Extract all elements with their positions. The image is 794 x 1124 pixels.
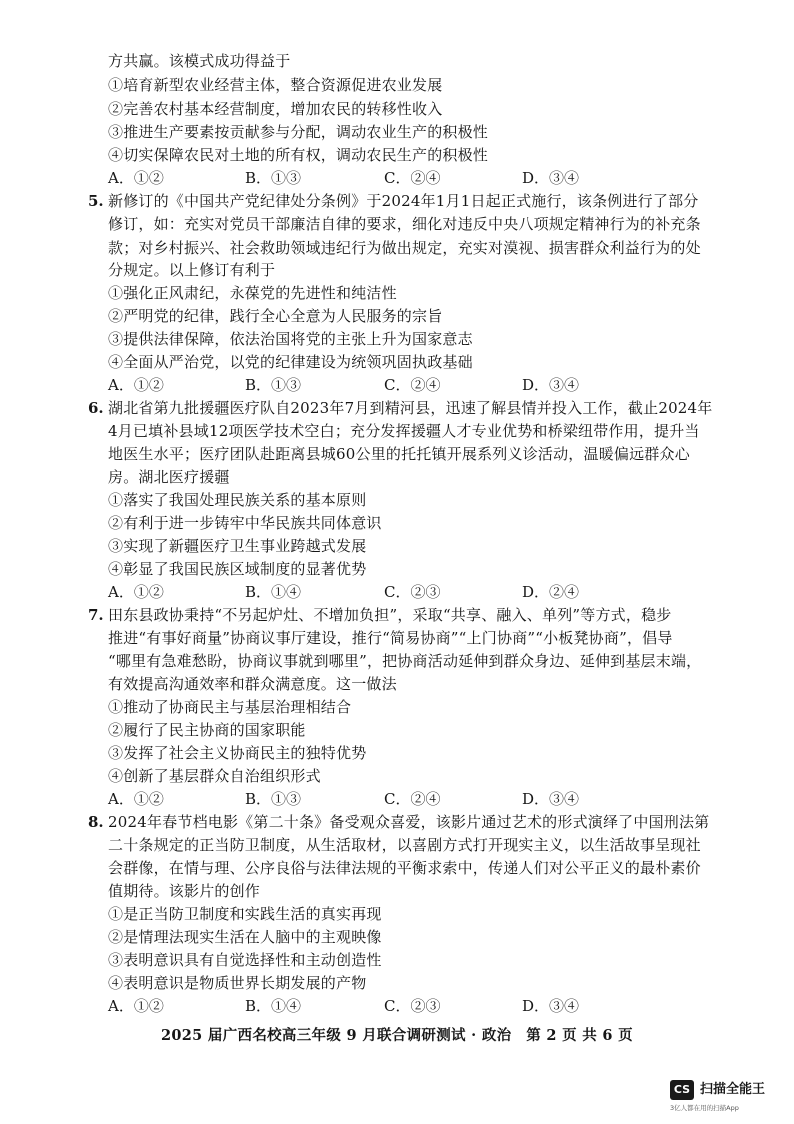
- q5-option-a: A．①②: [108, 376, 164, 394]
- q4-item-1: ①培育新型农业经营主体，整合资源促进农业发展: [108, 76, 443, 94]
- q6-option-d: D．②④: [522, 583, 580, 601]
- q5-stem-line: 修订，如：充实对党员干部廉洁自律的要求，细化对违反中央八项规定精神行为的补充条: [108, 215, 701, 233]
- q8-item-3: ③表明意识具有自觉选择性和主动创造性: [108, 951, 382, 969]
- q4-option-d: D．③④: [522, 169, 580, 187]
- q7-number: 7.: [88, 606, 104, 624]
- q5-option-d: D．③④: [522, 376, 580, 394]
- q6-stem-line: 4月已填补县域12项医学技术空白；充分发挥援疆人才专业优势和桥梁纽带作用，提升当: [108, 422, 700, 440]
- q8-option-a: A．①②: [108, 997, 164, 1015]
- brand-name: 扫描全能王: [700, 1082, 766, 1097]
- q5-number: 5.: [88, 192, 104, 210]
- q7-stem-line: “哪里有急难愁盼，协商议事就到哪里”，把协商活动延伸到群众身边、延伸到基层末端，: [108, 652, 702, 670]
- q5-stem-line: 新修订的《中国共产党纪律处分条例》于2024年1月1日起正式施行，该条例进行了部分: [108, 192, 699, 210]
- q7-item-2: ②履行了民主协商的国家职能: [108, 721, 306, 739]
- q5-item-4: ④全面从严治党，以党的纪律建设为统领巩固执政基础: [108, 353, 473, 371]
- q6-item-3: ③实现了新疆医疗卫生事业跨越式发展: [108, 537, 367, 555]
- q6-option-a: A．①②: [108, 583, 164, 601]
- q5-stem-line: 款；对乡村振兴、社会救助领域违纪行为做出规定，充实对漠视、损害群众利益行为的处: [108, 239, 701, 257]
- q4-option-c: C．②④: [384, 169, 441, 187]
- q5-option-b: B．①③: [245, 376, 302, 394]
- q5-option-c: C．②④: [384, 376, 441, 394]
- q5-item-1: ①强化正风肃纪，永葆党的先进性和纯洁性: [108, 284, 397, 302]
- q8-stem-line: 2024年春节档电影《第二十条》备受观众喜爱，该影片通过艺术的形式演绎了中国刑法第: [108, 813, 710, 831]
- q7-item-3: ③发挥了社会主义协商民主的独特优势: [108, 744, 367, 762]
- q7-stem-line: 田东县政协秉持“不另起炉灶、不增加负担”，采取“共享、融入、单列”等方式，稳步: [108, 606, 672, 624]
- q6-item-2: ②有利于进一步铸牢中华民族共同体意识: [108, 514, 382, 532]
- q7-stem-line: 有效提高沟通效率和群众满意度。这一做法: [108, 675, 397, 693]
- q7-item-4: ④创新了基层群众自治组织形式: [108, 767, 321, 785]
- q6-item-4: ④彰显了我国民族区域制度的显著优势: [108, 560, 367, 578]
- q6-stem-line: 地医生水平；医疗团队赴距离县城60公里的托托镇开展系列义诊活动，温暖偏远群众心: [108, 445, 690, 463]
- q7-option-b: B．①③: [245, 790, 302, 808]
- cs-logo-icon: CS: [670, 1080, 694, 1100]
- q8-stem-line: 会群像，在情与理、公序良俗与法律法规的平衡求索中，传递人们对公平正义的最朴素价: [108, 859, 701, 877]
- q8-number: 8.: [88, 813, 104, 831]
- q8-item-4: ④表明意识是物质世界长期发展的产物: [108, 974, 367, 992]
- q6-stem-line: 湖北省第九批援疆医疗队自2023年7月到精河县，迅速了解县情并投入工作，截止2024年: [108, 399, 713, 417]
- q4-item-2: ②完善农村基本经营制度，增加农民的转移性收入: [108, 100, 443, 118]
- q4-option-a: A．①②: [108, 169, 164, 187]
- q5-item-3: ③提供法律保障，依法治国将党的主张上升为国家意志: [108, 330, 473, 348]
- q4-option-b: B．①③: [245, 169, 302, 187]
- q7-option-c: C．②④: [384, 790, 441, 808]
- q4-stem-line: 方共赢。该模式成功得益于: [108, 52, 291, 70]
- q8-stem-line: 值期待。该影片的创作: [108, 882, 261, 900]
- q7-option-d: D．③④: [522, 790, 580, 808]
- q8-option-c: C．②③: [384, 997, 441, 1015]
- q6-option-c: C．②③: [384, 583, 441, 601]
- q5-stem-line: 分规定。以上修订有利于: [108, 261, 276, 279]
- q6-stem-line: 房。湖北医疗援疆: [108, 468, 230, 486]
- q6-number: 6.: [88, 399, 104, 417]
- q8-item-2: ②是情理法现实生活在人脑中的主观映像: [108, 928, 382, 946]
- q8-stem-line: 二十条规定的正当防卫制度，从生活取材，以喜剧方式打开现实主义，以生活故事呈现社: [108, 836, 701, 854]
- q7-stem-line: 推进“有事好商量”协商议事厅建设，推行“简易协商”“上门协商”“小板凳协商”，倡导: [108, 629, 673, 647]
- q6-item-1: ①落实了我国处理民族关系的基本原则: [108, 491, 367, 509]
- q5-item-2: ②严明党的纪律，践行全心全意为人民服务的宗旨: [108, 307, 443, 325]
- q4-item-4: ④切实保障农民对土地的所有权，调动农民生产的积极性: [108, 146, 489, 164]
- q6-option-b: B．①④: [245, 583, 302, 601]
- q8-item-1: ①是正当防卫制度和实践生活的真实再现: [108, 905, 382, 923]
- q8-option-b: B．①④: [245, 997, 302, 1015]
- q8-option-d: D．③④: [522, 997, 580, 1015]
- brand-tagline: 3亿人都在用的扫描App: [670, 1104, 739, 1112]
- q4-item-3: ③推进生产要素按贡献参与分配，调动农业生产的积极性: [108, 123, 489, 141]
- page-footer: 2025 届广西名校高三年级 9 月联合调研测试 · 政治 第 2 页 共 6 页: [161, 1027, 633, 1044]
- q7-item-1: ①推动了协商民主与基层治理相结合: [108, 698, 352, 716]
- q7-option-a: A．①②: [108, 790, 164, 808]
